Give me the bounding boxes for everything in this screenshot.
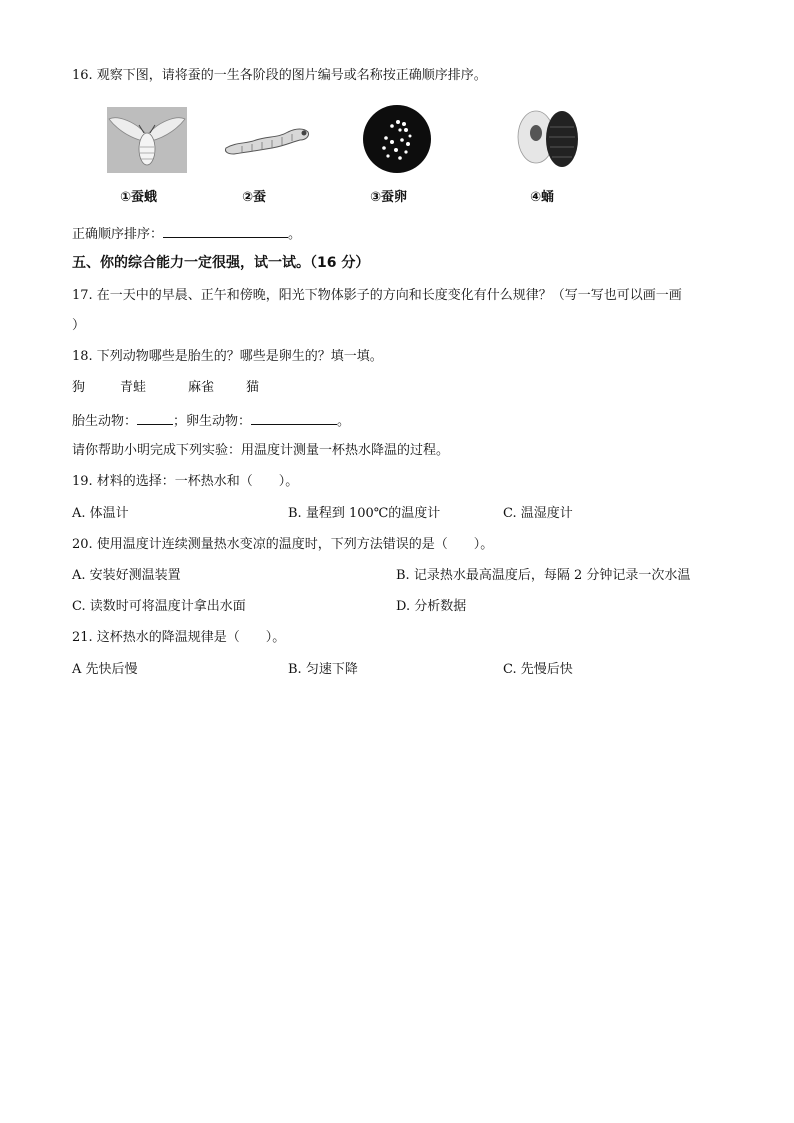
question-17-line-1: 17. 在一天中的早晨、正午和傍晚，阳光下物体影子的方向和长度变化有什么规律？（写一写也可以画一画 — [72, 288, 682, 303]
q19-option-c: C. 温湿度计 — [503, 506, 573, 521]
animal-dog: 狗 — [72, 380, 86, 395]
section-5-heading: 五、你的综合能力一定很强，试一试。（16 分） — [72, 255, 370, 271]
q19-option-b: B. 量程到 100℃的温度计 — [288, 506, 441, 521]
q19-option-a: A. 体温计 — [72, 506, 129, 521]
q16-answer-label: 正确顺序排序： — [72, 227, 164, 242]
caption-silkworm-eggs: ③蚕卵 — [370, 190, 408, 205]
animal-cat: 猫 — [246, 380, 260, 395]
animal-frog: 青蛙 — [120, 380, 147, 395]
q18-answer-end: 。 — [337, 414, 351, 429]
q16-answer-blank[interactable] — [163, 224, 288, 238]
q20-option-b: B. 记录热水最高温度后，每隔 2 分钟记录一次水温 — [396, 568, 691, 583]
caption-silk-moth: ①蚕蛾 — [120, 190, 158, 205]
viviparous-label: 胎生动物： — [72, 414, 138, 429]
q18-answer-line — [72, 411, 350, 431]
silkworm-image — [222, 118, 312, 158]
q21-option-b: B. 匀速下降 — [288, 662, 358, 677]
q20-option-d: D. 分析数据 — [396, 599, 467, 614]
silk-moth-image — [107, 107, 187, 173]
question-18: 18. 下列动物哪些是胎生的？哪些是卵生的？填一填。 — [72, 349, 383, 364]
oviparous-label: ；卵生动物： — [173, 414, 252, 429]
q21-option-c: C. 先慢后快 — [503, 662, 573, 677]
q21-option-a: A 先快后慢 — [72, 662, 138, 677]
q16-answer-line — [72, 224, 301, 244]
pupa-image — [514, 103, 584, 173]
oviparous-blank[interactable] — [251, 411, 337, 425]
animal-sparrow: 麻雀 — [188, 380, 215, 395]
experiment-intro: 请你帮助小明完成下列实验：用温度计测量一杯热水降温的过程。 — [72, 443, 450, 458]
question-21: 21. 这杯热水的降温规律是（ ）。 — [72, 630, 286, 645]
question-20: 20. 使用温度计连续测量热水变凉的温度时，下列方法错误的是（ ）。 — [72, 537, 494, 552]
caption-pupa: ④蛹 — [530, 190, 555, 205]
question-16: 16. 观察下图，请将蚕的一生各阶段的图片编号或名称按正确顺序排序。 — [72, 68, 487, 83]
viviparous-blank[interactable] — [137, 411, 173, 425]
question-19: 19. 材料的选择：一杯热水和（ ）。 — [72, 474, 299, 489]
question-17-line-2: ） — [72, 318, 86, 333]
silkworm-eggs-image — [362, 104, 432, 174]
animal-list — [72, 379, 259, 397]
q16-answer-end: 。 — [288, 227, 302, 242]
q20-option-a: A. 安装好测温装置 — [72, 568, 181, 583]
caption-silkworm: ②蚕 — [242, 190, 267, 205]
q20-option-c: C. 读数时可将温度计拿出水面 — [72, 599, 246, 614]
